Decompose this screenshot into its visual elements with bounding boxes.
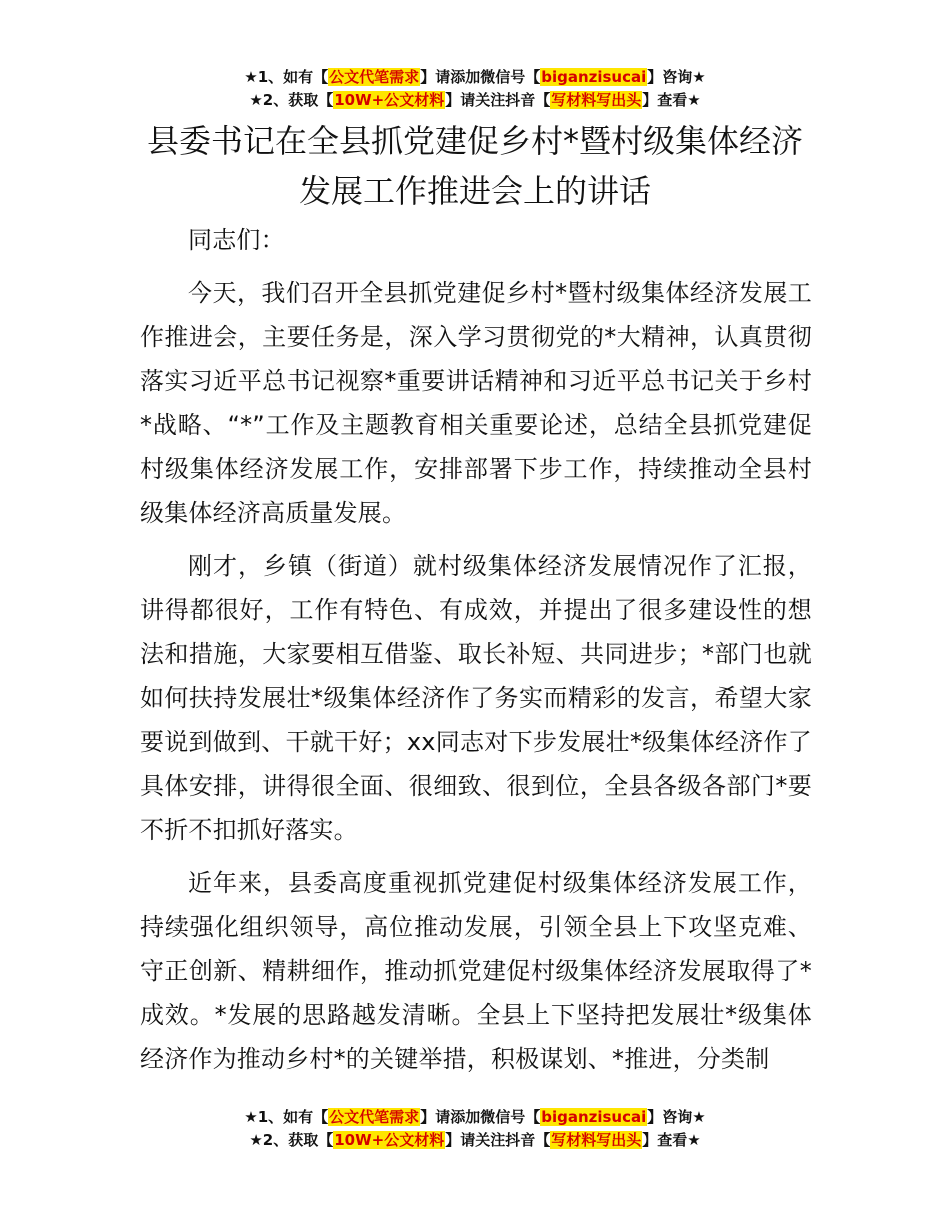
highlight-wechat-id: biganzisucai xyxy=(541,68,647,86)
paragraph-3: 近年来，县委高度重视抓党建促村级集体经济发展工作，持续强化组织领导，高位推动发展，引领全县上下攻坚克难、守正创新、精耕细作，推动抓党建促村级集体经济发展取得了*成效。*发展的思路越发清晰。全县上下坚持把发展壮*级集体经济作为推动乡村*的关键举措，积极谋划、*推进，分类制 xyxy=(140,869,812,1073)
footer-notice xyxy=(0,1106,950,1152)
footer-notice-line-1: ★1、如有【公文代笔需求】请添加微信号【biganzisucai】咨询★ xyxy=(244,1108,706,1126)
notice-line-1: ★1、如有【公文代笔需求】请添加微信号【biganzisucai】咨询★ xyxy=(244,68,706,86)
footer-highlight-douyin-account: 写材料写出头 xyxy=(551,1131,642,1149)
paragraph-2: 刚才，乡镇（街道）就村级集体经济发展情况作了汇报，讲得都很好，工作有特色、有成效，并提出了很多建设性的想法和措施，大家要相互借鉴、取长补短、共同进步；*部门也就如何扶持发展壮*级集体经济作了务实而精彩的发言，希望大家要说到做到、干就干好；xx同志对下步发展壮*级集体经济作了具体安排，讲得很全面、很细致、很到位，全县各级各部门*要不折不扣抓好落实。 xyxy=(140,552,812,844)
header-notice xyxy=(0,66,950,112)
highlight-douyin-account: 写材料写出头 xyxy=(551,91,642,109)
title-line-1: 县委书记在全县抓党建促乡村*暨村级集体经济 xyxy=(146,122,803,160)
document-title xyxy=(0,116,950,216)
notice-line-2: ★2、获取【10W+公文材料】请关注抖音【写材料写出头】查看★ xyxy=(249,91,701,109)
paragraph-1: 今天，我们召开全县抓党建促乡村*暨村级集体经济发展工作推进会，主要任务是，深入学习贯彻党的*大精神，认真贯彻落实习近平总书记视察*重要讲话精神和习近平总书记关于乡村*战略、“*”工作及主题教育相关重要论述，总结全县抓党建促村级集体经济发展工作，安排部署下步工作，持续推动全县村级集体经济高质量发展。 xyxy=(140,279,812,527)
footer-highlight-wechat-id: biganzisucai xyxy=(541,1108,647,1126)
document-body xyxy=(140,218,812,1081)
highlight-service: 公文代笔需求 xyxy=(329,68,420,86)
highlight-materials: 10W+公文材料 xyxy=(334,91,445,109)
footer-highlight-service: 公文代笔需求 xyxy=(329,1108,420,1126)
footer-highlight-materials: 10W+公文材料 xyxy=(334,1131,445,1149)
greeting: 同志们： xyxy=(188,226,285,254)
footer-notice-line-2: ★2、获取【10W+公文材料】请关注抖音【写材料写出头】查看★ xyxy=(249,1131,701,1149)
title-line-2: 发展工作推进会上的讲话 xyxy=(298,172,651,210)
